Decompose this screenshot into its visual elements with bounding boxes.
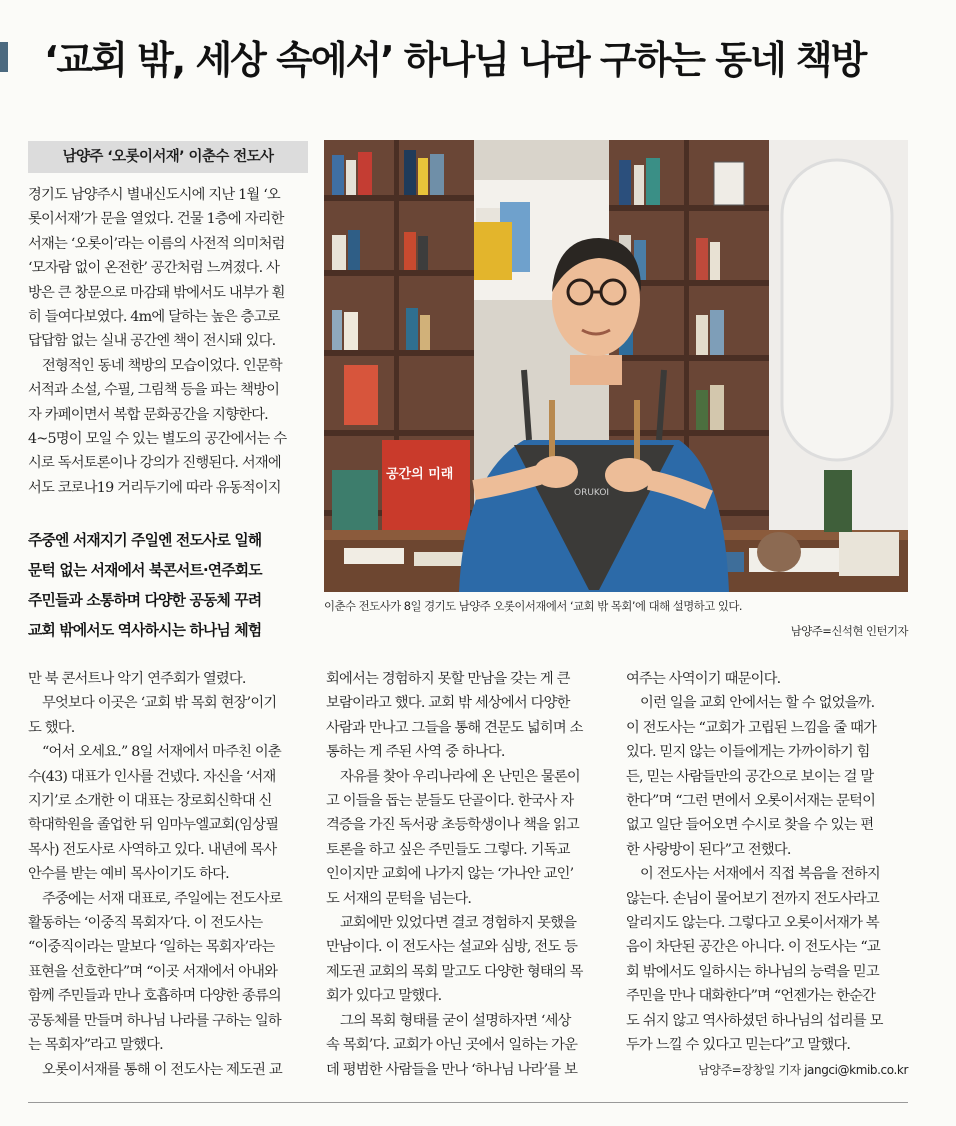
pull-quote-line: 주중엔 서재지기 주일엔 전도사로 일해 — [28, 532, 262, 549]
body-line: 목사) 전도사로 사역하고 있다. 내년에 목사 — [28, 841, 277, 858]
body-line: 격증을 가진 독서광 초등학생이나 책을 읽고 — [326, 817, 579, 834]
body-line: 4~5명이 모일 수 있는 별도의 공간에서는 수 — [28, 431, 287, 448]
body-line: 회에서는 경험하지 못할 만남을 갖는 게 큰 — [326, 671, 570, 687]
body-line: 답답함 없는 실내 공간엔 책이 전시돼 있다. — [28, 333, 276, 350]
body-line: 도 쉬지 않고 역사하셨던 하나님의 섭리를 모 — [626, 1012, 883, 1029]
body-line: 주중에는 서재 대표로, 주일에는 전도사로 — [42, 890, 282, 907]
body-line: 안수를 받는 예비 목사이기도 하다. — [28, 866, 229, 883]
bottom-rule — [28, 1102, 908, 1103]
body-line: 그의 목회 형태를 굳이 설명하자면 ‘세상 — [340, 1012, 571, 1029]
body-line: 도 했다. — [28, 719, 75, 736]
body-line: 한다”며 “그런 면에서 오롯이서재는 문턱이 — [626, 793, 876, 810]
body-line: 는 목회자”라고 말했다. — [28, 1037, 163, 1054]
body-line: 회가 있다고 말했다. — [326, 988, 442, 1005]
body-line: 서재는 ‘오롯이’라는 이름의 사전적 의미처럼 — [28, 235, 285, 252]
pull-quote — [28, 526, 313, 646]
body-line: 히 들여다보였다. 4m에 달하는 높은 층고로 — [28, 309, 280, 326]
apron-logo: ORUKOI — [574, 488, 610, 498]
body-line: “이중직이라는 말보다 ‘일하는 목회자’라는 — [28, 939, 275, 956]
article-column-3 — [626, 667, 908, 1058]
body-line: 두가 느낄 수 있다고 믿는다”고 말했다. — [626, 1037, 851, 1054]
body-line: 자유를 찾아 우리나라에 온 난민은 물론이 — [340, 768, 580, 785]
body-line: 학대학원을 졸업한 뒤 임마누엘교회(임상필 — [28, 817, 279, 834]
body-line: 서적과 소설, 수필, 그림책 등을 파는 책방이 — [28, 382, 280, 399]
body-line: 만 북 콘서트나 악기 연주회가 열렸다. — [28, 671, 246, 687]
body-line: 토론을 하고 싶은 주민들도 그렇다. 기독교 — [326, 841, 570, 858]
body-line: 공동체를 만들며 하나님 나라를 구하는 일하 — [28, 1012, 281, 1029]
article-column-2 — [326, 667, 611, 1082]
subtitle: 남양주 ‘오롯이서재’ 이춘수 전도사 — [28, 141, 308, 173]
byline: 남양주=장창일 기자 jangci@kmib.co.kr — [698, 1063, 908, 1077]
body-line: 표현을 선호한다”며 “이곳 서재에서 아내와 — [28, 963, 278, 980]
body-line: 롯이서재’가 문을 열었다. 건물 1층에 자리한 — [28, 211, 284, 228]
body-line: 알리지도 않는다. 그렇다고 오롯이서재가 복 — [626, 915, 879, 932]
body-line: 고 이들을 돕는 분들도 단골이다. 한국사 자 — [326, 793, 574, 810]
body-line: 한 사랑방이 된다”고 전했다. — [626, 841, 791, 858]
body-line: 데 평범한 사람들을 만나 ‘하나님 나라’를 보 — [326, 1061, 578, 1078]
body-line: 무엇보다 이곳은 ‘교회 밖 목회 현장’이기 — [42, 695, 277, 712]
article-photo — [324, 140, 908, 592]
body-line: 경기도 남양주시 별내신도시에 지난 1월 ‘오 — [28, 187, 280, 203]
body-line: 자 카페이면서 복합 문화공간을 지향한다. — [28, 406, 268, 423]
photo-illustration — [324, 140, 908, 592]
body-line: 제도권 교회의 목회 말고도 다양한 형태의 목 — [326, 963, 583, 980]
body-line: 오롯이서재를 통해 이 전도사는 제도권 교 — [42, 1061, 282, 1078]
body-line: 지기’로 소개한 이 대표는 장로회신학대 신 — [28, 793, 272, 810]
body-line: 보람이라고 했다. 교회 밖 세상에서 다양한 — [326, 695, 570, 712]
body-line: ‘모자람 없이 온전한’ 공간처럼 느껴졌다. 사 — [28, 260, 280, 277]
body-line: 이 전도사는 “교회가 고립된 느낌을 줄 때가 — [626, 719, 877, 736]
body-line: 없고 일단 들어오면 수시로 찾을 수 있는 편 — [626, 817, 874, 834]
body-line: 이런 일을 교회 안에서는 할 수 없었을까. — [640, 695, 875, 712]
body-line: 함께 주민들과 만나 호흡하며 다양한 종류의 — [28, 988, 281, 1005]
body-line: 사람과 만나고 그들을 통해 견문도 넓히며 소 — [326, 719, 583, 736]
body-line: 속 목회’다. 교회가 아닌 곳에서 일하는 가운 — [326, 1037, 578, 1054]
body-line: 시로 독서토론이나 강의가 진행된다. 서재에 — [28, 455, 281, 472]
body-line: 음이 차단된 공간은 아니다. 이 전도사는 “교 — [626, 939, 880, 956]
body-line: 방은 큰 창문으로 마감돼 밖에서도 내부가 훤 — [28, 284, 285, 301]
book-cover-title: 공간의 미래 — [386, 467, 454, 482]
headline: ‘교회 밖, 세상 속에서’ 하나님 나라 구하는 동네 책방 — [44, 38, 866, 82]
body-line: 회 밖에서도 일하시는 하나님의 능력을 믿고 — [626, 963, 879, 980]
article-column-1-top — [28, 183, 311, 500]
body-line: 있다. 믿지 않는 이들에게는 가까이하기 힘 — [626, 744, 870, 761]
photo-credit: 남양주=신석현 인턴기자 — [790, 624, 908, 638]
body-line: “어서 오세요.” 8일 서재에서 마주친 이춘 — [42, 744, 281, 761]
body-line: 든, 믿는 사람들만의 공간으로 보이는 걸 말 — [626, 768, 874, 785]
article-column-1-bottom — [28, 667, 311, 1082]
pull-quote-line: 교회 밖에서도 역사하시는 하나님 체험 — [28, 622, 262, 639]
body-line: 전형적인 동네 책방의 모습이었다. 인문학 — [42, 357, 282, 374]
pull-quote-line: 주민들과 소통하며 다양한 공동체 꾸려 — [28, 592, 262, 609]
accent-bar — [0, 42, 8, 72]
photo-caption: 이춘수 전도사가 8일 경기도 남양주 오롯이서재에서 ‘교회 밖 목회’에 대해 설명하고 있다. — [324, 599, 743, 613]
body-line: 도 서재의 문턱을 넘는다. — [326, 890, 472, 907]
pull-quote-line: 문턱 없는 서재에서 북콘서트·연주회도 — [28, 562, 262, 579]
body-line: 이 전도사는 서재에서 직접 복음을 전하지 — [640, 866, 880, 883]
body-line: 여주는 사역이기 때문이다. — [626, 671, 781, 687]
body-line: 교회에만 있었다면 결코 경험하지 못했을 — [340, 915, 577, 932]
body-line: 인이지만 교회에 나가지 않는 ‘가나안 교인’ — [326, 866, 574, 883]
body-line: 않는다. 손님이 물어보기 전까지 전도사라고 — [626, 890, 879, 907]
body-line: 활동하는 ‘이중직 목회자’다. 이 전도사는 — [28, 915, 263, 932]
body-line: 수(43) 대표가 인사를 건넸다. 자신을 ‘서재 — [28, 768, 276, 785]
body-line: 주민을 만나 대화한다”며 “언젠가는 한순간 — [626, 988, 876, 1005]
body-line: 만남이다. 이 전도사는 설교와 심방, 전도 등 — [326, 939, 578, 956]
body-line: 서도 코로나19 거리두기에 따라 유동적이지 — [28, 479, 281, 496]
body-line: 통하는 게 주된 사역 중 하나다. — [326, 744, 505, 761]
